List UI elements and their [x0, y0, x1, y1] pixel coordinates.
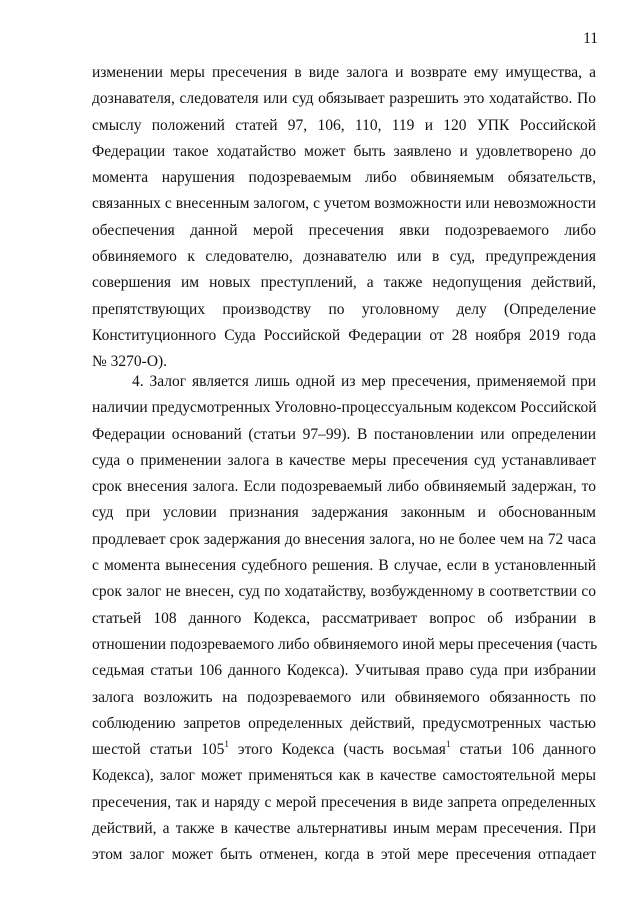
text-line: препятствующих производству по уголовному делу (Определение	[92, 300, 596, 318]
text-line: № 3270-О).	[92, 353, 168, 371]
text-line: обеспечения данной мерой пресечения явки подозреваемого либо	[92, 221, 596, 239]
text-line: с момента вынесения судебного решения. В случае, если в установленный	[92, 557, 596, 575]
text-line: суд при условии признания задержания законным и обоснованным	[92, 504, 596, 522]
text-fragment: шестой статьи 105	[92, 741, 225, 759]
text-line: наличии предусмотренных Уголовно-процессуальным кодексом Российской	[92, 399, 597, 417]
text-line: седьмая статьи 106 данного Кодекса). Учитывая право суда при избрании	[92, 662, 596, 680]
text-line: этом залог может быть отменен, когда в этой мере пресечения отпадает	[92, 846, 596, 864]
text-line: Конституционного Суда Российской Федерации от 28 ноября 2019 года	[92, 326, 596, 344]
superscript: 1	[445, 739, 451, 750]
text-line-with-superscripts	[92, 737, 596, 763]
text-line: срок внесения залога. Если подозреваемый либо обвиняемый задержан, то	[92, 478, 596, 496]
text-line: статьей 108 данного Кодекса, рассматривает вопрос об избрании в	[92, 609, 596, 627]
text-line: обвиняемого к следователю, дознавателю или в суд, предупреждения	[92, 248, 596, 266]
text-line: пресечения, так и наряду с мерой пресечения в виде запрета определенных	[92, 793, 596, 811]
text-line: Федерации такое ходатайство может быть заявлено и удовлетворено до	[92, 142, 596, 160]
superscript: 1	[224, 739, 229, 750]
text-line: Кодекса), залог может применяться как в качестве самостоятельной меры	[92, 767, 596, 785]
text-line: совершения им новых преступлений, а также недопущения действий,	[92, 274, 596, 292]
page-number: 11	[583, 30, 598, 47]
text-line: продлевает срок задержания до внесения залога, но не более чем на 72 часа	[92, 530, 596, 548]
text-fragment: статьи 106 данного	[450, 741, 596, 759]
text-line: суда о применении залога в качестве меры пресечения суд устанавливает	[92, 451, 596, 469]
text-fragment: этого Кодекса (часть восьмая	[228, 741, 446, 759]
text-line: 4. Залог является лишь одной из мер пресечения, применяемой при	[132, 373, 596, 390]
text-line: соблюдению запретов определенных действий, предусмотренных частью	[92, 714, 596, 732]
text-line: срок залог не внесен, суд по ходатайству, возбужденному в соответствии со	[92, 583, 596, 601]
text-line: момента нарушения подозреваемым либо обвиняемым обязательств,	[92, 169, 596, 187]
text-line: смыслу положений статей 97, 106, 110, 119 и 120 УПК Российской	[92, 116, 596, 134]
text-line: Федерации оснований (статьи 97–99). В постановлении или определении	[92, 425, 596, 443]
text-line: отношении подозреваемого либо обвиняемого иной меры пресечения (часть	[92, 635, 598, 653]
text-line: залога возложить на подозреваемого или обвиняемого обязанность по	[92, 688, 596, 706]
paragraph-4	[92, 369, 596, 869]
text-line: изменении меры пресечения в виде залога и возврате ему имущества, а	[92, 64, 596, 81]
text-line: связанных с внесенным залогом, с учетом возможности или невозможности	[92, 195, 596, 213]
paragraph-continuation	[92, 60, 596, 376]
text-line: дознавателя, следователя или суд обязывает разрешить это ходатайство. По	[92, 90, 596, 108]
text-line: действий, а также в качестве альтернативы иным мерам пресечения. При	[92, 820, 596, 838]
